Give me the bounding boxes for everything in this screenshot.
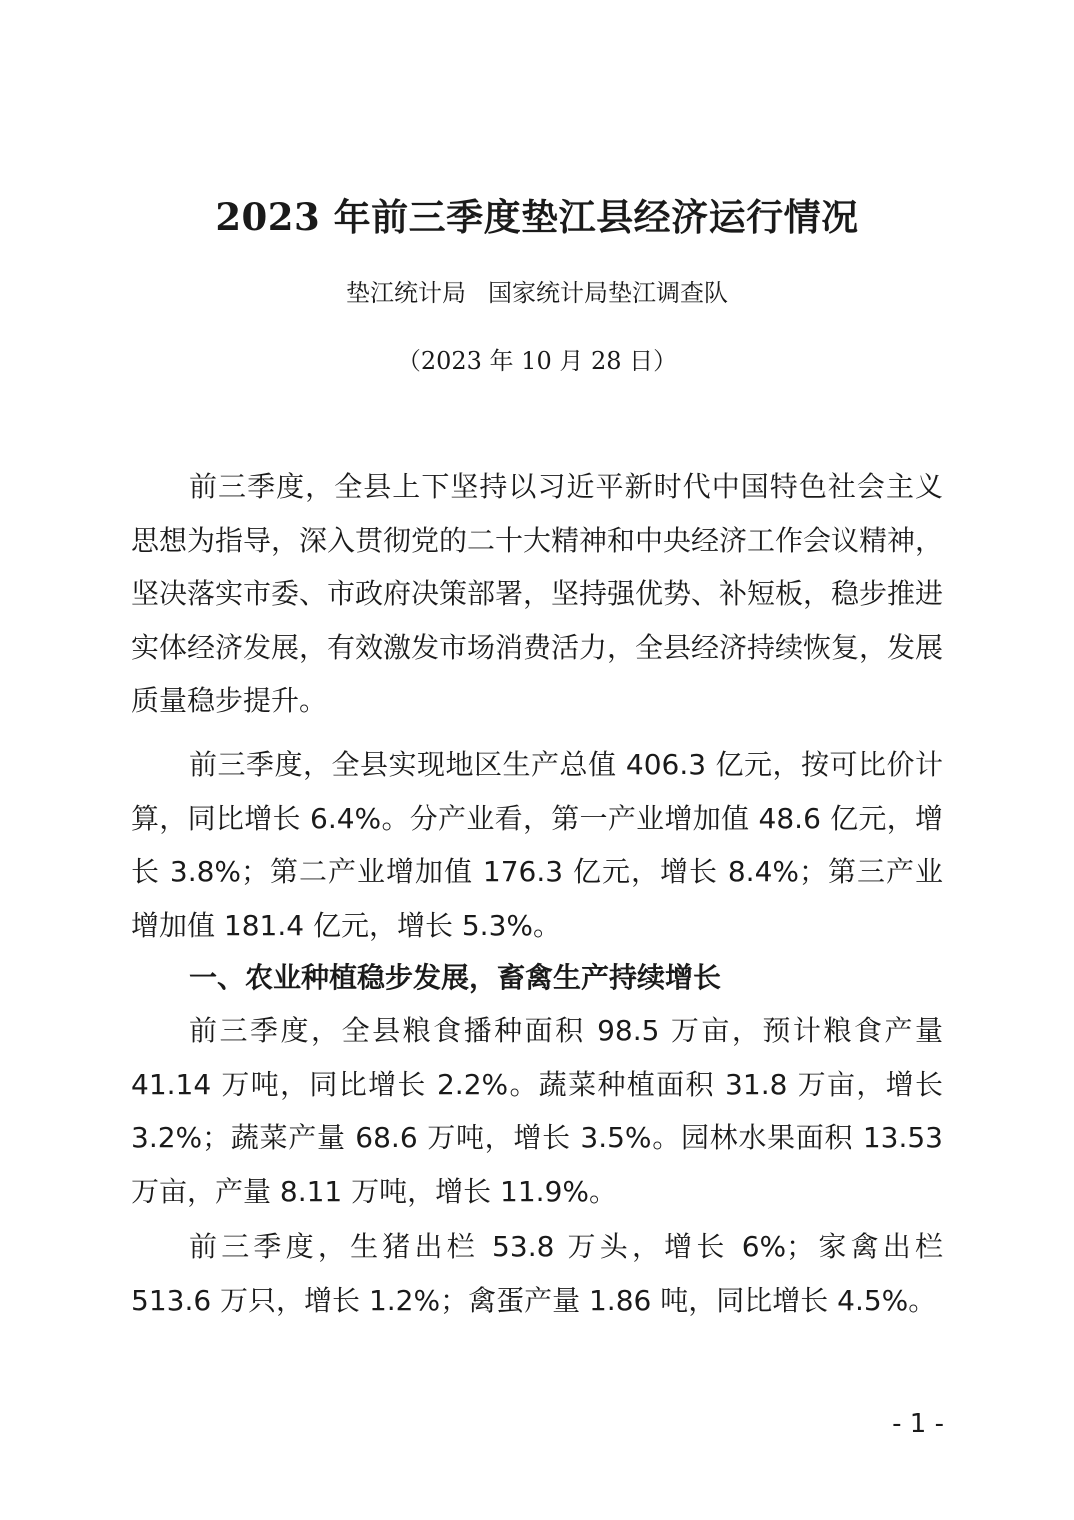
- paragraph-text: 前三季度，全县实现地区生产总值 406.3 亿元，按可比价计算，同比增长 6.4%。分产业看，第一产业增加值 48.6 亿元，增长 3.8%；第二产业增加值 176.3 亿元，增长 8.4%；第三产业增加值 181.4 亿元，增长 5.3%。: [131, 748, 943, 942]
- paragraph-text: 前三季度，全县上下坚持以习近平新时代中国特色社会主义思想为指导，深入贯彻党的二十大精神和中央经济工作会议精神，坚决落实市委、市政府决策部署，坚持强优势、补短板，稳步推进实体经济发展，有效激发市场消费活力，全县经济持续恢复，发展质量稳步提升。: [131, 470, 944, 717]
- intro-paragraph: [131, 460, 943, 728]
- document-title: 2023 年前三季度垫江县经济运行情况: [215, 195, 859, 239]
- gdp-paragraph: [131, 738, 943, 952]
- author-org-county-statistics-bureau: 垫江统计局: [346, 279, 466, 307]
- livestock-paragraph: [131, 1220, 943, 1327]
- paragraph-text: 前三季度，生猪出栏 53.8 万头，增长 6%；家禽出栏 513.6 万只，增长 1.2%；禽蛋产量 1.86 吨，同比增长 4.5%。: [131, 1230, 943, 1317]
- section-heading: [131, 951, 943, 1005]
- author-org-survey-team: 国家统计局垫江调查队: [488, 279, 728, 307]
- paragraph-text: 前三季度，全县粮食播种面积 98.5 万亩，预计粮食产量 41.14 万吨，同比增长 2.2%。蔬菜种植面积 31.8 万亩，增长 3.2%；蔬菜产量 68.6 万吨，增长 3.5%。园林水果面积 13.53 万亩，产量 8.11 万吨，增长 11.9%。: [131, 1014, 943, 1208]
- agriculture-paragraph: [131, 1004, 943, 1218]
- document-date: （2023 年 10 月 28 日）: [396, 347, 678, 375]
- document-authors: [0, 273, 1074, 313]
- page-number: - 1 -: [892, 1409, 944, 1439]
- section-heading-text: 一、农业种植稳步发展，畜禽生产持续增长: [189, 961, 722, 994]
